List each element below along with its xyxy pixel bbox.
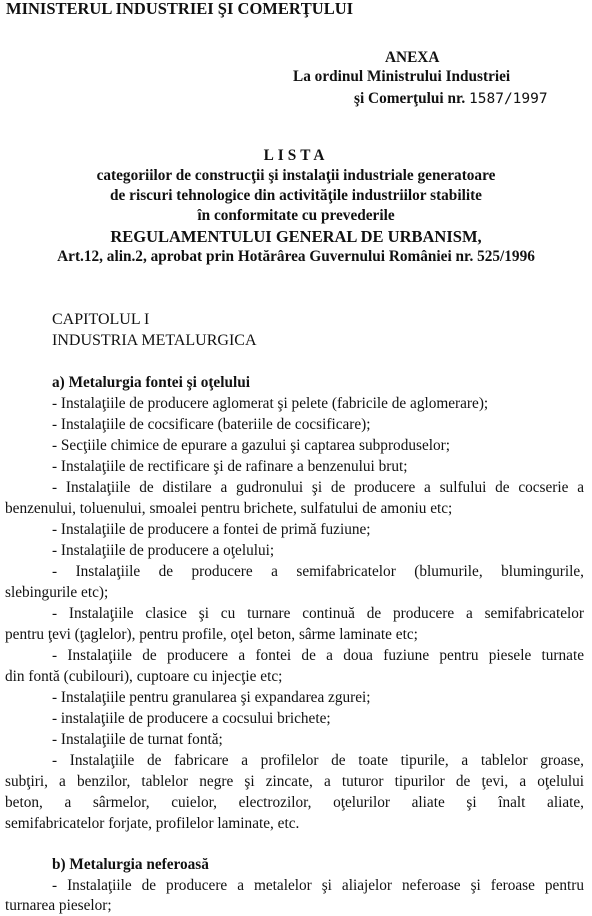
list-title-line-3: în conformitate cu prevederile	[197, 207, 395, 224]
chapter-name: INDUSTRIA METALURGICA	[52, 332, 257, 349]
section-a-heading: a) Metalurgia fontei şi oţelului	[52, 374, 250, 391]
section-b-heading: b) Metalurgia neferoasă	[52, 856, 209, 873]
section-a-line: - Instalaţiile de producere a oţelului;	[52, 542, 275, 559]
section-a-line: - Instalaţiile de producere a fontei de a doua fuziune pentru piesele turnate	[52, 647, 584, 664]
section-a-line: slebingurile etc);	[5, 584, 109, 601]
section-b-line: - Instalaţiile de producere a metalelor şi aliajelor neferoase şi feroase pentru	[52, 877, 584, 894]
order-number: 1587/1997	[469, 91, 548, 107]
section-a-line: semifabricatelor forjate, profilelor laminate, etc.	[5, 815, 300, 832]
order-line-2-text: şi Comerţului nr.	[354, 90, 466, 107]
list-title-line-1: categoriilor de construcţii şi instalaţii industriale generatoare	[96, 167, 496, 184]
annex-label: ANEXA	[385, 49, 440, 66]
list-title-line-5: Art.12, alin.2, aprobat prin Hotărârea Guvernului României nr. 525/1996	[57, 248, 535, 265]
order-line-1: La ordinul Ministrului Industriei	[293, 68, 511, 85]
section-a-line: - Instalaţiile de producere aglomerat şi pelete (fabricile de aglomerare);	[52, 395, 489, 412]
section-a-line: - Instalaţiile de rectificare şi de rafinare a benzenului brut;	[52, 458, 408, 475]
section-a-line: beton, a sârmelor, cuielor, electrozilor, oţelurilor aliate şi înalt aliate,	[5, 794, 584, 811]
section-a-line: pentru ţevi (ţaglelor), pentru profile, oţel beton, sârme laminate etc;	[5, 626, 418, 643]
section-a-line: - Instalaţiile de producere a semifabricatelor (blumurile, blumingurile,	[52, 563, 584, 580]
section-a-line: - Instalaţiile de turnat fontă;	[52, 731, 223, 748]
list-title-line-4: REGULAMENTULUI GENERAL DE URBANISM,	[110, 227, 482, 246]
order-line-2	[354, 89, 548, 109]
section-a-line: - Instalaţiile clasice şi cu turnare continuă de producere a semifabricatelor	[52, 605, 584, 622]
section-a-line: - Secţiile chimice de epurare a gazului şi captarea subproduselor;	[52, 437, 450, 454]
section-a-line: - instalaţiile de producere a cocsului brichete;	[52, 710, 331, 727]
chapter-number: CAPITOLUL I	[52, 311, 150, 328]
section-a-line: subţiri, a benzilor, tablelor negre şi zincate, a tuturor tipurilor de ţevi, a oţelului	[5, 773, 584, 790]
section-a-line: benzenului, toluenului, smoalei pentru brichete, sulfatului de amoniu etc;	[5, 500, 453, 517]
section-a-line: din fontă (cubilouri), cuptoare cu injecţie etc;	[5, 668, 283, 685]
section-b-line: turnarea pieselor;	[5, 897, 112, 914]
section-a-line: - Instalaţiile de cocsificare (bateriile de cocsificare);	[52, 416, 371, 433]
section-a-line: - Instalaţiile pentru granularea şi expandarea zgurei;	[52, 689, 371, 706]
section-a-line: - Instalaţiile de producere a fontei de primă fuziune;	[52, 521, 371, 538]
section-a-line: - Instalaţiile de distilare a gudronului şi de producere a sulfului de cocserie a	[52, 479, 584, 496]
list-title-line-2: de riscuri tehnologice din activităţile industriilor stabilite	[110, 187, 482, 204]
section-a-line: - Instalaţiile de fabricare a profilelor de toate tipurile, a tablelor groase,	[52, 752, 584, 769]
list-title: LISTA	[263, 147, 329, 164]
ministry-header: MINISTERUL INDUSTRIEI ŞI COMERŢULUI	[6, 0, 354, 18]
